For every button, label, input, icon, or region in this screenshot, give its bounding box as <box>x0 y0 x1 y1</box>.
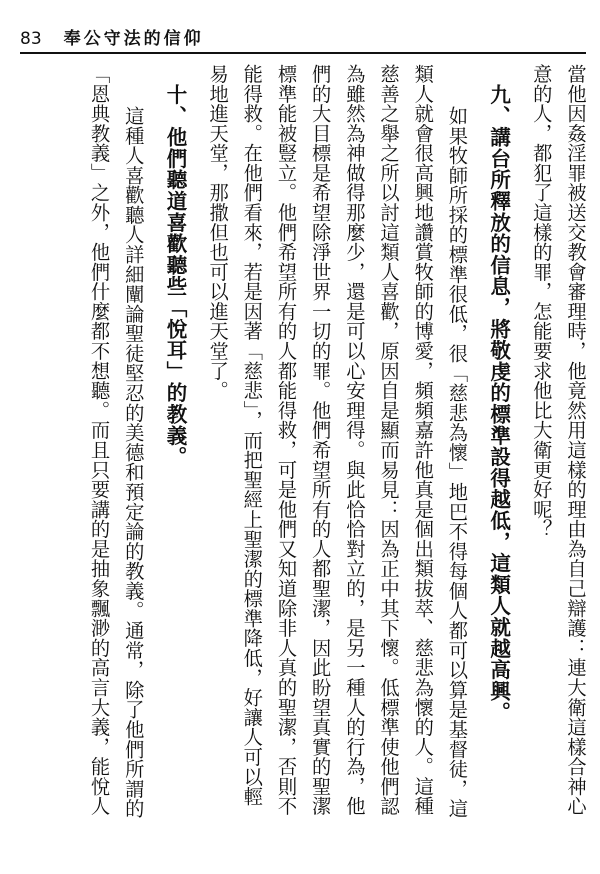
text-line: 「恩典教義」之外，他們什麼都不想聽。而且只要講的是抽象飄渺的高言大義，能悅人 <box>87 64 111 817</box>
text-line: 易地進天堂，那撒但也可以進天堂了。 <box>206 64 230 401</box>
page-header <box>20 24 204 50</box>
vertical-text-body <box>8 64 592 858</box>
text-line: 能得救。在他們看來，若是因著「慈悲」，而把聖經上聖潔的標準降低，好讓人可以輕 <box>240 64 264 807</box>
text-line: 這種人喜歡聽人詳細闡論聖徒堅忍的美德和預定論的教義。通常，除了他們所謂的 <box>121 106 145 819</box>
text-line: 意的人，都犯了這樣的罪，怎能要求他比大衛更好呢？ <box>529 64 553 539</box>
text-line: 標準能被豎立。他們希望所有的人都能得救，可是他們又知道除非人真的聖潔，否則不 <box>274 64 298 817</box>
page-number: 83 <box>20 29 42 49</box>
header-rule <box>20 52 586 54</box>
text-line: 為雖然為神做得那麼少，還是可以心安理得。與此恰恰對立的，是另一種人的行為，他 <box>342 64 366 817</box>
running-title: 奉公守法的信仰 <box>63 29 204 49</box>
section-heading-nine: 九、講台所釋放的信息，將敬虔的標準設得越低，這類人就越高興。 <box>486 84 511 723</box>
text-line: 當他因姦淫罪被送交教會審理時，他竟然用這樣的理由為自己辯護：連大衛這樣合神心 <box>564 64 587 817</box>
text-line: 們的大目標是希望除淨世界一切的罪。他們希望所有的人都聖潔，因此盼望真實的聖潔 <box>308 64 332 817</box>
text-line: 如果牧師所採的標準很低，很「慈悲為懷」地巴不得每個人都可以算是基督徒，這 <box>445 106 469 819</box>
section-heading-ten: 十、他們聽道喜歡聽些「悅耳」的教義。 <box>162 84 187 468</box>
text-line: 類人就會很高興地讚賞牧師的博愛，頻頻嘉許他真是個出類拔萃、慈悲為懷的人。這種 <box>411 64 435 817</box>
text-line: 慈善之舉之所以討這類人喜歡，原因自是顯而易見：因為正中其下懷。低標準使他們認 <box>377 64 401 817</box>
